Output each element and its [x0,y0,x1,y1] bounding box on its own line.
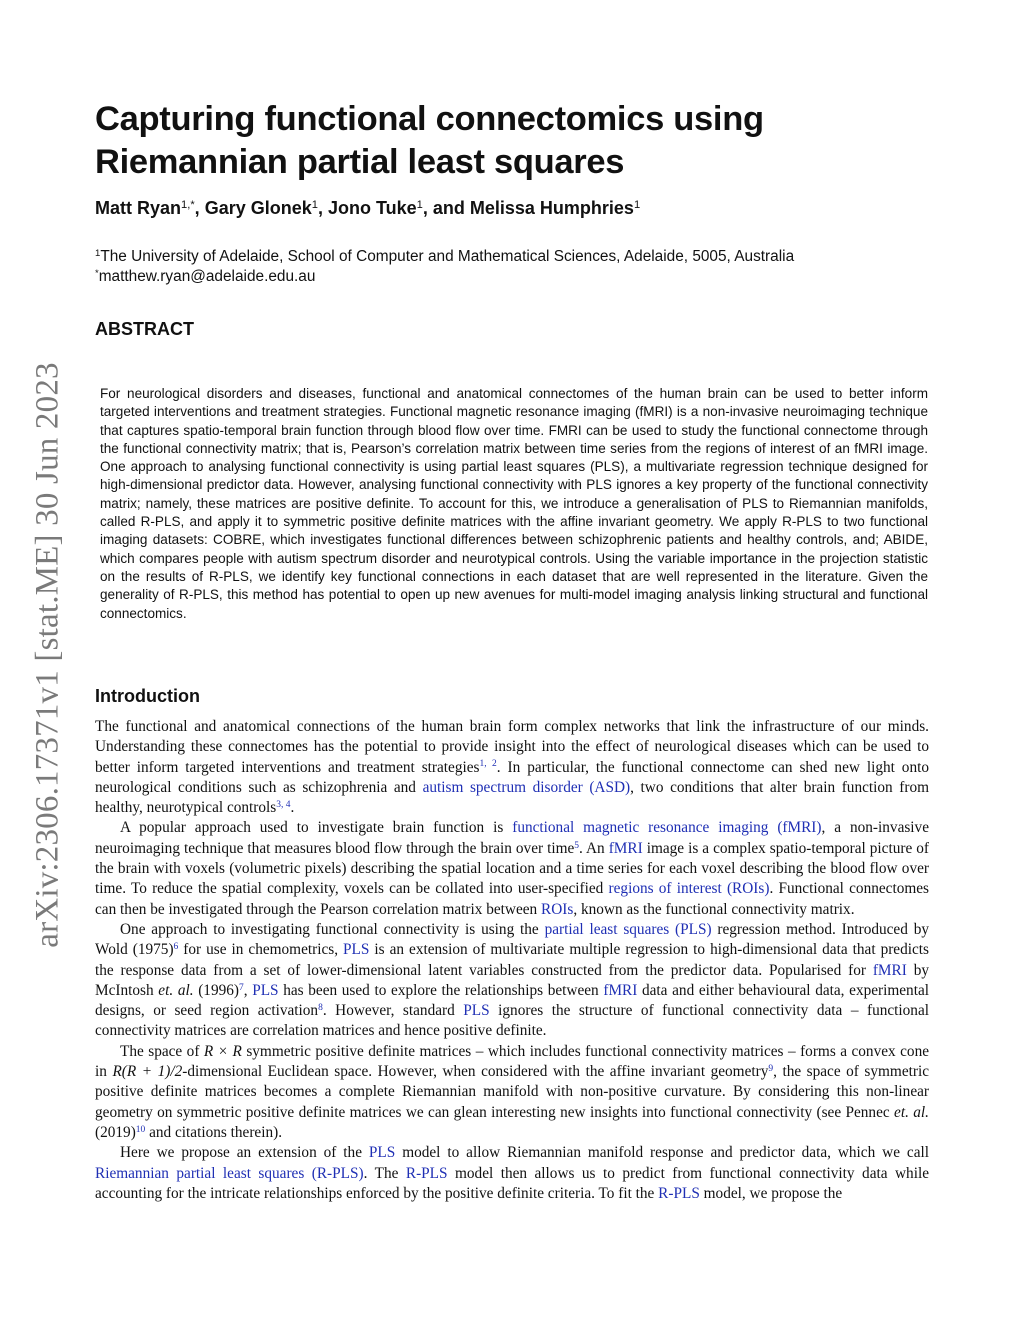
author-name: Melissa Humphries [469,198,634,218]
acronym-link[interactable]: Riemannian partial least squares (R-PLS) [95,1164,364,1182]
abstract-heading: ABSTRACT [95,319,194,339]
intro-paragraph [95,1042,929,1143]
body-text: , [243,981,253,999]
acronym-link[interactable]: autism spectrum disorder (ASD) [422,778,631,796]
body-text: . The [363,1164,406,1182]
citation-link[interactable]: 9 [768,1063,774,1074]
introduction-body [95,717,929,1204]
citation-link[interactable]: 6 [173,942,179,953]
italic-text: et. al. [894,1103,929,1121]
body-text: . Functional connectomes can then be investigated through the Pearson correlation matrix between [95,880,929,918]
math-expression: R(R + 1)/2 [112,1063,183,1081]
author-separator: , and [422,198,470,218]
acronym-link[interactable]: PLS [463,1002,490,1020]
body-text: model to allow Riemannian manifold response and predictor data, which we call [395,1144,929,1162]
body-text: is an extension of multivariate multiple regression to high-dimensional data that predicts the response data from a set of lower-dimensional latent variables constructed from the predictor data. Popularised for [95,941,929,979]
email-text: matthew.ryan@adelaide.edu.au [98,268,316,285]
introduction-heading: Introduction [95,686,200,706]
affiliations [95,247,794,287]
acronym-link[interactable]: PLS [252,981,279,999]
acronym-link[interactable]: fMRI [872,961,907,979]
intro-paragraph [95,717,929,818]
italic-text: et. al. [158,981,194,999]
body-text: Here we propose an extension of the [120,1144,369,1162]
acronym-link[interactable]: fMRI [608,839,643,857]
body-text: has been used to explore the relationships between [278,981,604,999]
body-text: for use in chemometrics, [178,941,344,959]
citation-link[interactable]: 10 [135,1124,146,1135]
body-text: by McIntosh [95,961,929,999]
acronym-link[interactable]: PLS [343,941,370,959]
corresponding-marker: * [95,267,99,279]
acronym-link[interactable]: regions of interest (ROIs) [608,880,770,898]
body-text: . [290,799,295,817]
affiliation-marker: 1 [311,198,318,211]
arxiv-side-stamp: arXiv:2306.17371v1 [stat.ME] 30 Jun 2023 [29,362,66,948]
body-text: regression method. Introduced by Wold (1975) [95,920,929,959]
body-text: (1996) [193,981,239,999]
body-text: The functional and anatomical connections of the human brain form complex networks that link the infrastructure of our minds. Understanding these connectomes has the potential to provide insight into the effect of neurological diseases which can be used to better inform targeted interventions and treatment strategies [95,718,929,776]
citation-link[interactable]: 7 [238,982,244,993]
acronym-link[interactable]: ROIs [541,900,574,918]
body-text: . In particular, the functional connectome can shed new light onto neurological conditions such as schizophrenia and [95,758,929,796]
author-list [95,198,640,219]
paper-title: Capturing functional connectomics using Riemannian partial least squares [95,100,764,181]
body-text: image is a complex spatio-temporal picture of the brain with voxels (volumetric pixels) describing the spatial location and a time series for each voxel describing the blood flow over time. To reduce the spatial complexity, voxels can be collated into user-specified [95,839,929,898]
body-text: ignores the structure of functional connectivity data – functional connectivity matrices are correlation matrices and hence positive definite. [95,1002,929,1040]
affiliation-marker: 1,* [181,198,195,211]
acronym-link[interactable]: R-PLS [405,1164,448,1182]
author-separator: , [194,198,205,218]
author-separator: , [317,198,328,218]
body-text: and citations therein). [145,1123,283,1141]
acronym-link[interactable]: partial least squares (PLS) [544,920,712,938]
body-text: , two conditions that alter brain function from healthy, neurotypical controls [95,778,930,817]
author-name: Gary Glonek [204,198,312,218]
citation-link[interactable]: 5 [574,840,580,851]
acronym-link[interactable]: R-PLS [658,1184,700,1202]
intro-paragraph [95,1143,929,1204]
affiliation-marker: 1 [416,198,423,211]
acronym-link[interactable]: fMRI [603,981,638,999]
body-text: , the space of symmetric positive definite matrices becomes a complete Riemannian manifold with non-positive curvature. By considering this non-linear geometry on symmetric positive definite matrices we can glean interesting new insights into functional connectivity (see Pennec [95,1063,929,1121]
body-text: data and either behavioural data, experimental designs, or seed region activation [95,981,929,1020]
body-text: One approach to investigating functional connectivity is using the [120,920,545,938]
affiliation-text: The University of Adelaide, School of Computer and Mathematical Sciences, Adelaide, 5005, Australia [100,248,795,265]
body-text: -dimensional Euclidean space. However, when considered with the affine invariant geometry [182,1063,769,1081]
affiliation-marker: 1 [95,247,101,259]
acronym-link[interactable]: functional magnetic resonance imaging (fMRI) [512,819,822,837]
abstract-text: For neurological disorders and diseases, functional and anatomical connectomes of the human brain can be used to better inform targeted interventions and treatment strategies. Functional magnetic resonance imaging (fMRI) is a non-invasive neuroimaging technique that captures spatio-temporal brain function through blood flow over time. FMRI can be used to study the functional connectome through the functional connectivity matrix; that is, Pearson’s correlation matrix between time series from the regions of interest of an fMRI image. One approach to analysing functional connectivity is using partial least squares (PLS), a multivariate regression technique designed for high-dimensional predictor data. However, analysing functional connectivity with PLS ignores a key property of the functional connectivity matrix; namely, these matrices are positive definite. To account for this, we introduce a generalisation of PLS to Riemannian manifolds, called R-PLS, and apply it to symmetric positive definite matrices with the affine invariant geometry. We apply R-PLS to two functional imaging datasets: COBRE, which investigates functional differences between schizophrenic patients and healthy controls, and; ABIDE, which compares people with autism spectrum disorder and neurotypical controls. Using the variable importance in the projection statistic on the results of R-PLS, we identify key functional connections in each dataset that are well represented in the literature. Given the generality of R-PLS, this method has potential to open up new avenues for multi-model imaging analysis linking structural and functional connectomics. [100,386,928,621]
citation-link[interactable]: 8 [318,1002,323,1013]
body-text: symmetric positive definite matrices – which includes functional connectivity matrices – forms a convex cone in [95,1042,930,1081]
email-line [95,267,794,287]
body-text: model, we propose the [699,1184,843,1202]
intro-paragraph [95,818,929,919]
body-text: , a non-invasive neuroimaging technique that measures blood flow through the brain over time [95,819,929,857]
affiliation-marker: 1 [633,198,641,211]
body-text: . An [579,839,609,857]
intro-paragraph [95,920,929,1042]
citation-link[interactable]: 3, 4 [276,799,291,810]
author-name: Matt Ryan [95,198,182,218]
math-expression: R × R [203,1042,242,1060]
body-text: , known as the functional connectivity matrix. [573,900,855,918]
body-text: The space of [120,1042,204,1060]
body-text: . However, standard [322,1002,464,1020]
citation-link[interactable]: 1, 2 [479,759,497,770]
affiliation-line [95,247,794,267]
body-text: model then allows us to predict from functional connectivity data while accounting for the intricate relationships enforced by the positive definite criteria. To fit the [95,1164,929,1202]
acronym-link[interactable]: PLS [368,1144,396,1162]
body-text: A popular approach used to investigate brain function is [120,819,513,837]
body-text: (2019) [95,1123,136,1141]
author-name: Jono Tuke [327,198,417,218]
